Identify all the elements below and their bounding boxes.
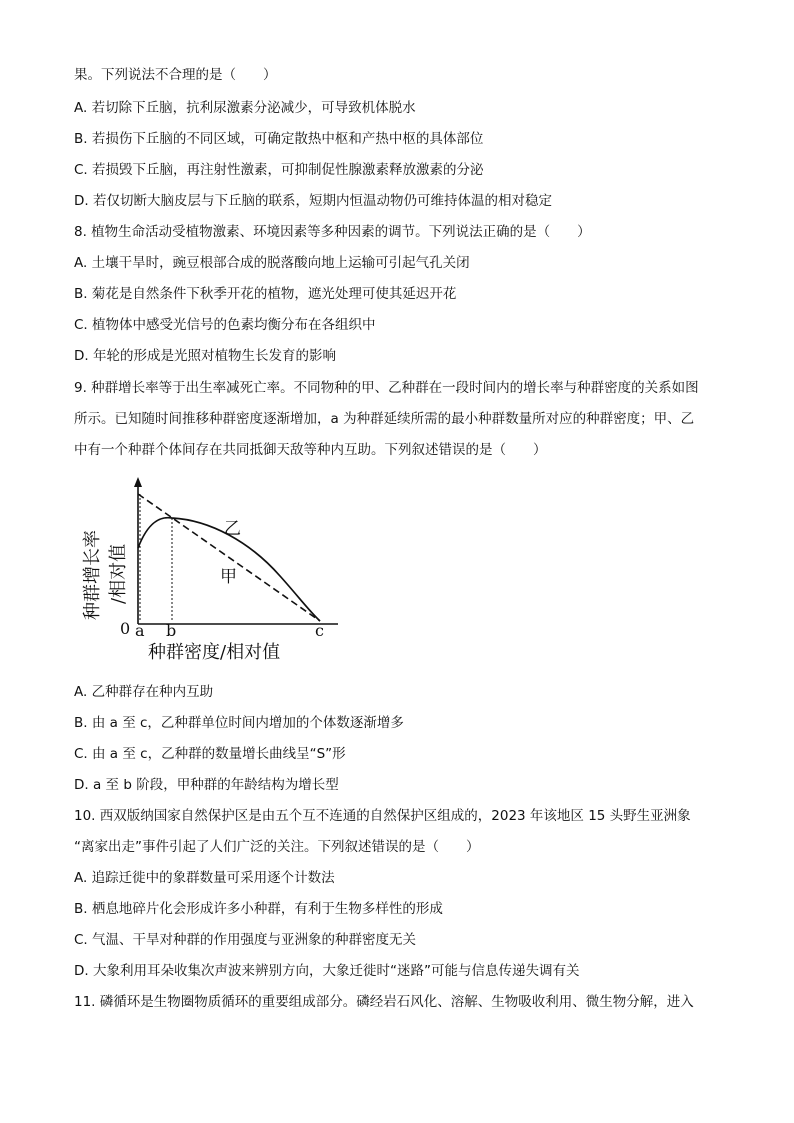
graph-y-arrow bbox=[134, 477, 142, 487]
q7-option-b: B. 若损伤下丘脑的不同区域，可确定散热中枢和产热中枢的具体部位 bbox=[74, 131, 484, 147]
q10-stem-line-2: “离家出走”事件引起了人们广泛的关注。下列叙述错误的是（ ） bbox=[74, 839, 480, 855]
q11-stem: 11. 磷循环是生物圈物质循环的重要组成部分。磷经岩石风化、溶解、生物吸收利用、微生物分解，进入 bbox=[74, 994, 694, 1010]
q7-option-c: C. 若损毁下丘脑，再注射性激素，可抑制促性腺激素释放激素的分泌 bbox=[74, 162, 484, 178]
q7-option-a: A. 若切除下丘脑，抗利尿激素分泌减少，可导致机体脱水 bbox=[74, 100, 416, 116]
q10-option-a: A. 追踪迁徙中的象群数量可采用逐个计数法 bbox=[74, 870, 335, 886]
q9-graph bbox=[60, 472, 350, 672]
q8-option-a: A. 土壤干旱时，豌豆根部合成的脱落酸向地上运输可引起气孔关闭 bbox=[74, 255, 470, 271]
graph-ylabel-line1: 种群增长率 bbox=[82, 530, 103, 620]
q7-option-d: D. 若仅切断大脑皮层与下丘脑的联系，短期内恒温动物仍可维持体温的相对稳定 bbox=[74, 193, 552, 209]
q8-option-b: B. 菊花是自然条件下秋季开花的植物，遮光处理可使其延迟开花 bbox=[74, 286, 457, 302]
graph-tick-c: c bbox=[315, 621, 324, 640]
graph-xlabel: 种群密度/相对值 bbox=[148, 642, 281, 663]
q10-option-b: B. 栖息地碎片化会形成许多小种群，有利于生物多样性的形成 bbox=[74, 901, 443, 917]
graph-tick-a: a bbox=[135, 621, 145, 640]
q9-option-c: C. 由 a 至 c，乙种群的数量增长曲线呈“S”形 bbox=[74, 746, 346, 762]
graph-origin-label: 0 bbox=[120, 619, 131, 638]
q8-stem: 8. 植物生命活动受植物激素、环境因素等多种因素的调节。下列说法正确的是（ ） bbox=[74, 224, 591, 240]
q9-stem-line-2: 所示。已知随时间推移种群密度逐渐增加，a 为种群延续所需的最小种群数量所对应的种群密度；甲、乙 bbox=[74, 411, 695, 427]
q9-stem-line-1: 9. 种群增长率等于出生率减死亡率。不同物种的甲、乙种群在一段时间内的增长率与种群密度的关系如图 bbox=[74, 380, 699, 396]
q9-stem-line-3: 中有一个种群个体间存在共同抵御天敌等种内互助。下列叙述错误的是（ ） bbox=[74, 442, 547, 458]
q10-stem-line-1: 10. 西双版纳国家自然保护区是由五个互不连通的自然保护区组成的，2023 年该地区 15 头野生亚洲象 bbox=[74, 808, 691, 824]
graph-ylabel-line2: /相对值 bbox=[108, 543, 129, 604]
q9-option-d: D. a 至 b 阶段，甲种群的年龄结构为增长型 bbox=[74, 777, 339, 793]
q9-option-b: B. 由 a 至 c，乙种群单位时间内增加的个体数逐渐增多 bbox=[74, 715, 404, 731]
graph-label-yi: 乙 bbox=[224, 519, 241, 539]
q10-option-c: C. 气温、干旱对种群的作用强度与亚洲象的种群密度无关 bbox=[74, 932, 417, 948]
graph-curve-jia bbox=[138, 494, 320, 621]
q9-option-a: A. 乙种群存在种内互助 bbox=[74, 684, 214, 700]
q8-option-c: C. 植物体中感受光信号的色素均衡分布在各组织中 bbox=[74, 317, 376, 333]
q10-option-d: D. 大象利用耳朵收集次声波来辨别方向，大象迁徙时“迷路”可能与信息传递失调有关 bbox=[74, 963, 580, 979]
q7-stem-tail: 果。下列说法不合理的是（ ） bbox=[74, 67, 277, 83]
graph-label-jia: 甲 bbox=[220, 567, 237, 587]
q8-option-d: D. 年轮的形成是光照对植物生长发育的影响 bbox=[74, 348, 336, 364]
graph-tick-b: b bbox=[166, 621, 177, 640]
